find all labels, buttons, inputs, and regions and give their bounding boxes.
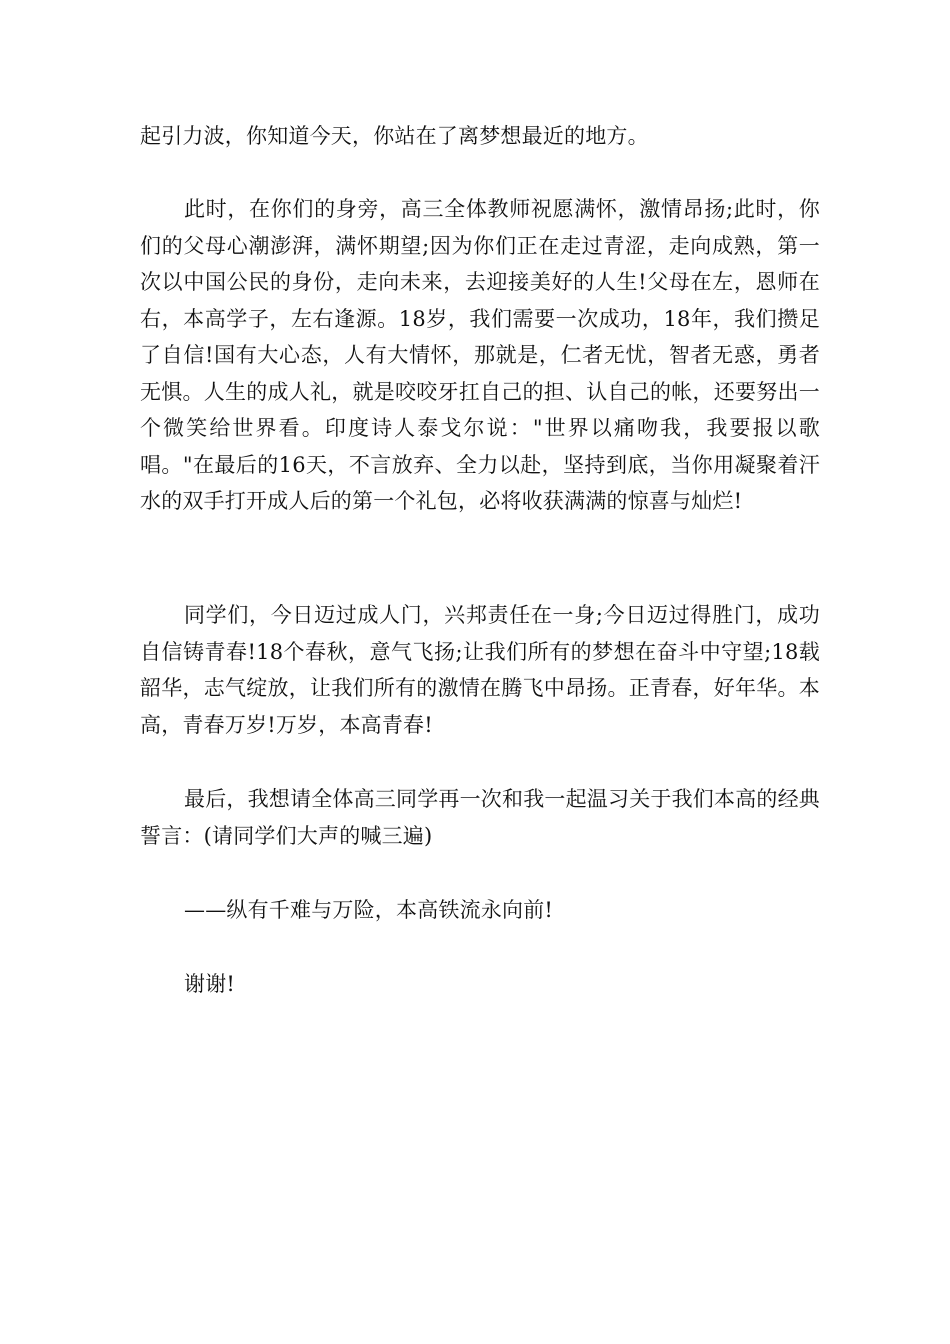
paragraph-oath-intro: 最后，我想请全体高三同学再一次和我一起温习关于我们本高的经典誓言：(请同学们大声的喊三遍)	[140, 787, 820, 848]
paragraph-oath: ——纵有千难与万险，本高铁流永向前!	[184, 898, 554, 922]
paragraph-thanks: 谢谢!	[184, 972, 236, 996]
paragraph-teachers-parents: 此时，在你们的身旁，高三全体教师祝愿满怀，激情昂扬;此时，你们的父母心潮澎湃，满怀期望;因为你们正在走过青涩，走向成熟，第一次以中国公民的身份，走向未来，去迎接美好的人生!父母在左，恩师在右，本高学子，左右逢源。18岁，我们需要一次成功，18年，我们攒足了自信!国有大心态，人有大情怀，那就是，仁者无忧，智者无惑，勇者无惧。人生的成人礼，就是咬咬牙扛自己的担、认自己的帐，还要努出一个微笑给世界看。印度诗人泰戈尔说："世界以痛吻我，我要报以歌唱。"在最后的16天，不言放弃、全力以赴，坚持到底，当你用凝聚着汗水的双手打开成人后的第一个礼包，必将收获满满的惊喜与灿烂!	[140, 197, 820, 513]
paragraph-students: 同学们，今日迈过成人门，兴邦责任在一身;今日迈过得胜门，成功自信铸青春!18个春秋，意气飞扬;让我们所有的梦想在奋斗中守望;18载韶华，志气绽放，让我们所有的激情在腾飞中昂扬。正青春，好年华。本高，青春万岁!万岁，本高青春!	[140, 603, 820, 737]
paragraph-continuation: 起引力波，你知道今天，你站在了离梦想最近的地方。	[140, 124, 649, 148]
